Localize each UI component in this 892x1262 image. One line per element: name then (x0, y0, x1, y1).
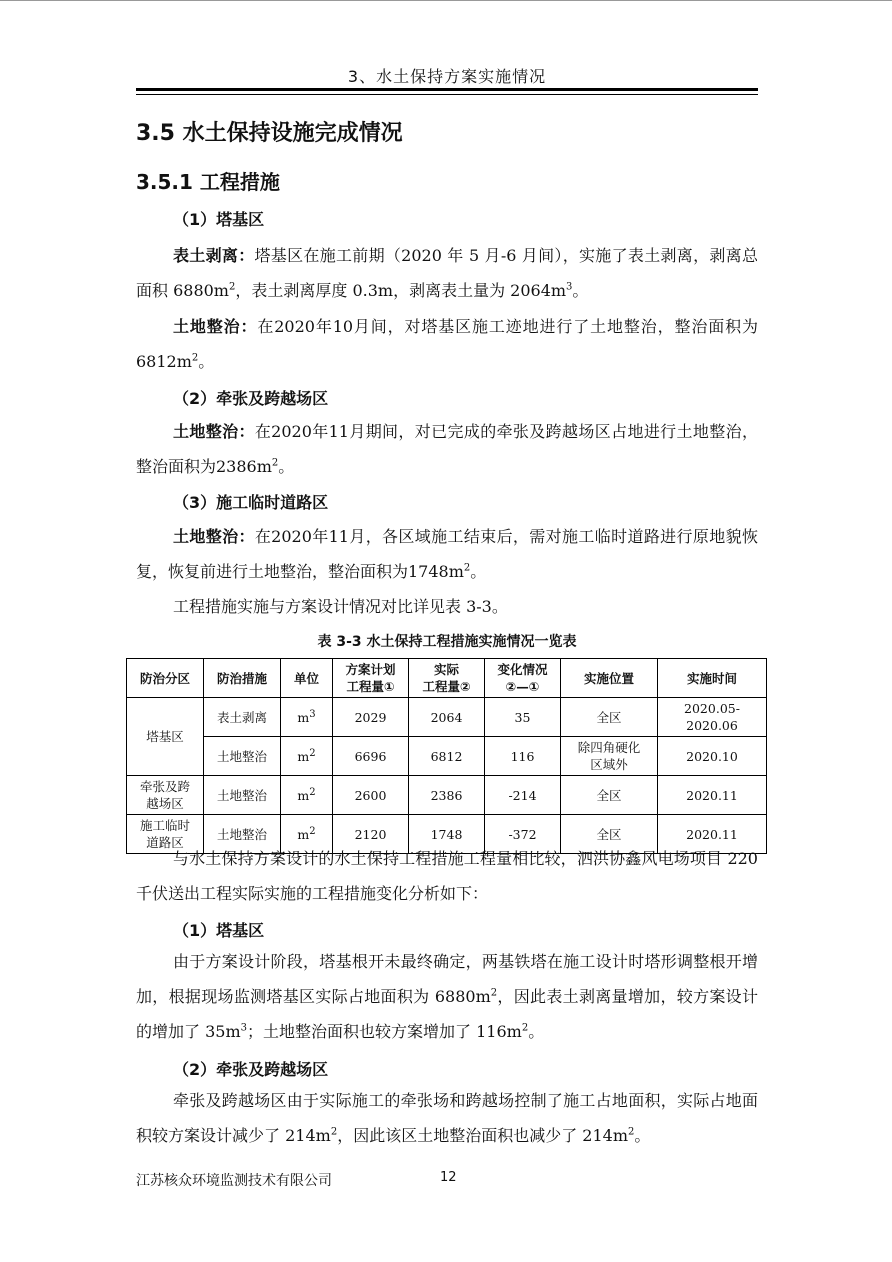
analysis-title-tower: （1）塔基区 (173, 921, 265, 940)
paragraph-land-rehab-tower: 土地整治：在2020年10月间，对塔基区施工迹地进行了土地整治，整治面积为$6812m^2$。 (136, 317, 758, 371)
cell-plan: 2600 (333, 776, 409, 815)
col-header-measure: 防治措施 (204, 659, 281, 698)
paragraph-label: 土地整治： (173, 527, 255, 546)
page-number: 12 (440, 1170, 457, 1185)
paragraph-land-rehab-tension: 土地整治：在2020年11月期间，对已完成的牵张及跨越场区占地进行土地整治，整治面积为$2386m^2$。 (136, 422, 758, 476)
paragraph-topsoil-stripping: 表土剥离：塔基区在施工前期（2020 年 5 月-6 月间），实施了表土剥离，剥离总面积 $6880m^2$，表土剥离厚度 0.3m，剥离表土量为 $2064m^3$。 (136, 246, 758, 300)
cell-time: 2020.10 (658, 737, 767, 776)
cell-time: 2020.11 (658, 776, 767, 815)
paragraph-table-reference: 工程措施实施与方案设计情况对比详见表 3-3。 (173, 597, 508, 616)
cell-change: 116 (485, 737, 561, 776)
paragraph-analysis-tension: 牵张及跨越场区由于实际施工的牵张场和跨越场控制了施工占地面积，实际占地面积较方案设计减少了 $214m^2$，因此该区土地整治面积也减少了 $214m^2$。 (136, 1091, 758, 1145)
table-header-row (127, 659, 767, 698)
cell-location: 全区 (561, 698, 658, 737)
col-header-plan: 方案计划 工程量① (333, 659, 409, 698)
cell-plan: 2120 (333, 815, 409, 854)
col-header-zone: 防治分区 (127, 659, 204, 698)
cell-unit: $m^2$ (281, 737, 333, 776)
cell-unit: $m^2$ (281, 776, 333, 815)
paragraph-label: 表土剥离： (173, 246, 255, 265)
table-row (127, 776, 767, 815)
cell-location: 全区 (561, 815, 658, 854)
cell-zone: 施工临时 道路区 (127, 815, 204, 854)
cell-measure: 土地整治 (204, 737, 281, 776)
cell-measure: 土地整治 (204, 776, 281, 815)
col-header-location: 实施位置 (561, 659, 658, 698)
col-header-time: 实施时间 (658, 659, 767, 698)
cell-location: 全区 (561, 776, 658, 815)
header-rule-thick (136, 88, 758, 91)
col-header-change: 变化情况 ②—① (485, 659, 561, 698)
paragraph-analysis-tower: 由于方案设计阶段，塔基根开未最终确定，两基铁塔在施工设计时塔形调整根开增加，根据现场监测塔基区实际占地面积为 $6880m^2$，因此表土剥离量增加，较方案设计的增加了 $35m^3$；土地整治面积也较方案增加了 $116m^2$。 (136, 952, 758, 1041)
analysis-title-tension: （2）牵张及跨越场区 (173, 1060, 329, 1079)
col-header-unit: 单位 (281, 659, 333, 698)
area-title-road: （3）施工临时道路区 (173, 493, 329, 512)
cell-measure: 表土剥离 (204, 698, 281, 737)
paragraph-analysis-intro: 与水土保持方案设计的水土保持工程措施工程量相比较，泗洪协鑫风电场项目 220 千伏送出工程实际实施的工程措施变化分析如下： (136, 849, 758, 903)
measures-table (126, 658, 767, 854)
cell-plan: 6696 (333, 737, 409, 776)
cell-time: 2020.11 (658, 815, 767, 854)
paragraph-label: 土地整治： (173, 422, 255, 441)
cell-unit: $m^3$ (281, 698, 333, 737)
page-top-border (0, 0, 892, 1)
cell-change: 35 (485, 698, 561, 737)
header-rule-thin (136, 94, 758, 95)
cell-location: 除四角硬化 区域外 (561, 737, 658, 776)
running-header: 3、水土保持方案实施情况 (347, 67, 547, 86)
cell-change: -214 (485, 776, 561, 815)
cell-zone: 塔基区 (127, 698, 204, 776)
cell-zone: 牵张及跨 越场区 (127, 776, 204, 815)
cell-actual: 2064 (409, 698, 485, 737)
area-title-tension: （2）牵张及跨越场区 (173, 389, 329, 408)
paragraph-land-rehab-road: 土地整治：在2020年11月，各区域施工结束后，需对施工临时道路进行原地貌恢复，恢复前进行土地整治，整治面积为$1748m^2$。 (136, 527, 758, 581)
cell-change: -372 (485, 815, 561, 854)
cell-measure: 土地整治 (204, 815, 281, 854)
cell-actual: 1748 (409, 815, 485, 854)
cell-actual: 6812 (409, 737, 485, 776)
subsection-title: 3.5.1 工程措施 (136, 170, 280, 194)
footer-company: 江苏核众环境监测技术有限公司 (136, 1173, 332, 1189)
col-header-actual: 实际 工程量② (409, 659, 485, 698)
area-title-tower: （1）塔基区 (173, 210, 265, 229)
table-row (127, 737, 767, 776)
cell-actual: 2386 (409, 776, 485, 815)
cell-time: 2020.05-2020.06 (658, 698, 767, 737)
table-caption: 表 3-3 水土保持工程措施实施情况一览表 (317, 634, 577, 650)
table-row (127, 698, 767, 737)
paragraph-label: 土地整治： (173, 317, 258, 336)
cell-plan: 2029 (333, 698, 409, 737)
cell-unit: $m^2$ (281, 815, 333, 854)
section-title: 3.5 水土保持设施完成情况 (136, 121, 403, 146)
